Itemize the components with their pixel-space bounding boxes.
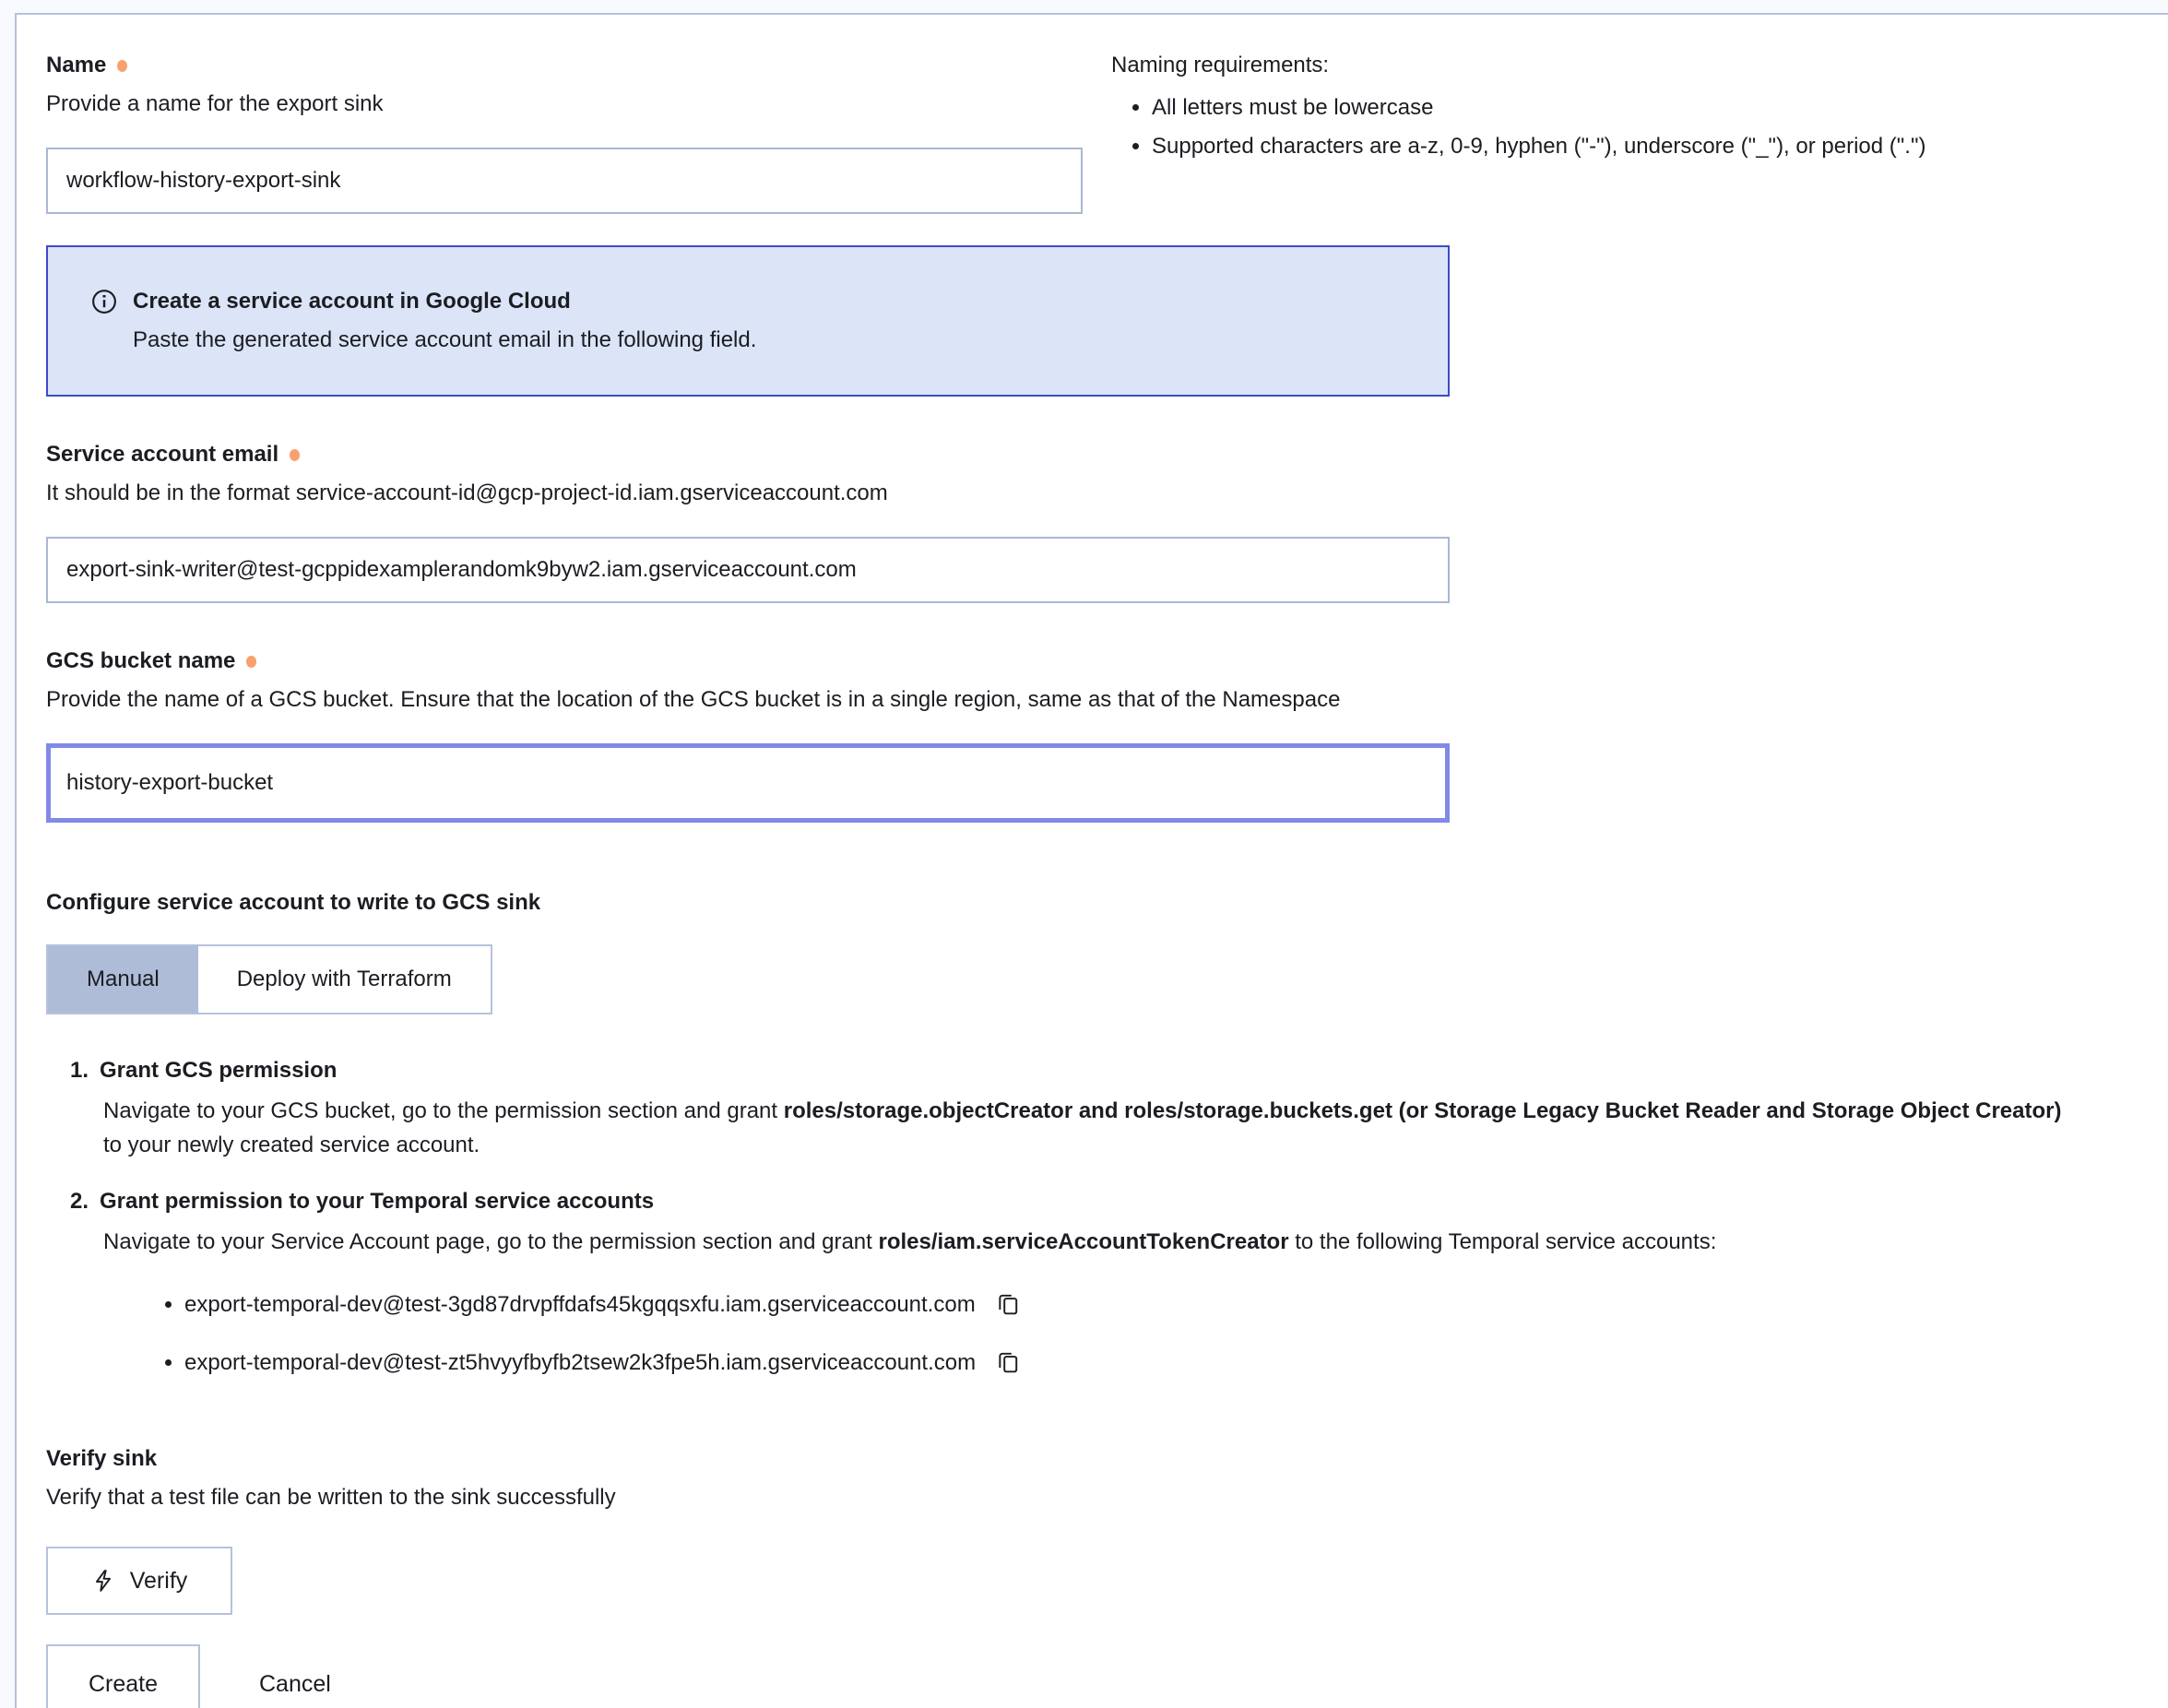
configure-section-title: Configure service account to write to GCS sink — [46, 890, 541, 915]
info-banner-title: Create a service account in Google Cloud — [133, 289, 571, 314]
name-description: Provide a name for the export sink — [46, 91, 384, 116]
sink-name-input[interactable] — [46, 148, 1083, 214]
service-account-description: It should be in the format service-account-id@gcp-project-id.iam.gserviceaccount.com — [46, 480, 888, 505]
temporal-account-list — [184, 1290, 2168, 1379]
required-dot — [117, 60, 127, 72]
form-panel — [15, 13, 2168, 1708]
naming-requirements-title: Naming requirements: — [1111, 53, 1330, 77]
step-body-bold: roles/storage.objectCreator and roles/storage.buckets.get (or Storage Legacy Bucket Reader and Storage Object Creator) — [783, 1098, 2062, 1123]
cancel-button[interactable]: Cancel — [259, 1670, 331, 1697]
form-actions — [46, 1644, 2168, 1708]
step-number: 2. — [70, 1189, 89, 1214]
service-account-label-text: Service account email — [46, 442, 279, 467]
service-account-section — [46, 439, 2168, 603]
temporal-account-email: export-temporal-dev@test-3gd87drvpffdafs45kgqqsxfu.iam.gserviceaccount.com — [184, 1292, 976, 1317]
copy-icon[interactable] — [996, 1348, 1020, 1379]
step-title-text: Grant permission to your Temporal service accounts — [100, 1189, 655, 1214]
name-label — [46, 50, 1083, 81]
step-title-text: Grant GCS permission — [100, 1058, 338, 1083]
step-body — [103, 1094, 2086, 1162]
info-banner — [46, 245, 1450, 397]
required-dot — [290, 449, 300, 461]
step-body-text: Navigate to your GCS bucket, go to the permission section and grant — [103, 1098, 784, 1123]
verify-section-description: Verify that a test file can be written to the sink successfully — [46, 1485, 616, 1510]
naming-requirements — [1111, 50, 2168, 214]
temporal-account-email: export-temporal-dev@test-zt5hvyyfbyfb2tsew2k3fpe5h.iam.gserviceaccount.com — [184, 1350, 977, 1375]
step-body-bold: roles/iam.serviceAccountTokenCreator — [878, 1229, 1289, 1254]
verify-section — [46, 1443, 2168, 1615]
naming-requirement-item: • All letters must be lowercase — [1152, 92, 2168, 124]
name-section — [46, 50, 2168, 214]
step-body-text: to the following Temporal service accounts: — [1288, 1229, 1717, 1254]
manual-steps — [46, 1055, 2168, 1379]
name-label-text: Name — [46, 53, 107, 77]
verify-button[interactable] — [46, 1547, 232, 1615]
configure-section — [46, 887, 2168, 1379]
bucket-section — [46, 646, 2168, 823]
service-account-email-input[interactable] — [46, 537, 1450, 603]
bucket-label — [46, 646, 2168, 677]
temporal-account-item — [184, 1348, 2168, 1379]
configure-tabs — [46, 944, 492, 1014]
tab-deploy-terraform[interactable]: Deploy with Terraform — [198, 946, 491, 1013]
step-number: 1. — [70, 1058, 89, 1083]
step-body — [103, 1225, 2086, 1259]
service-account-label — [46, 439, 2168, 470]
required-dot — [246, 656, 256, 668]
copy-icon[interactable] — [996, 1290, 1020, 1321]
lightning-bolt-icon — [91, 1568, 115, 1594]
naming-requirement-item: • Supported characters are a-z, 0-9, hyphen ("-"), underscore ("_"), or period (".") — [1152, 131, 2168, 162]
step-body-text: to your newly created service account. — [103, 1133, 480, 1157]
bucket-label-text: GCS bucket name — [46, 648, 236, 673]
tab-manual[interactable]: Manual — [48, 946, 198, 1013]
step-grant-gcs-permission — [46, 1055, 2168, 1162]
bucket-description: Provide the name of a GCS bucket. Ensure that the location of the GCS bucket is in a single region, same as that of the Namespace — [46, 687, 1341, 712]
info-banner-body: Paste the generated service account email in the following field. — [133, 327, 757, 352]
verify-section-title: Verify sink — [46, 1446, 158, 1471]
create-button[interactable]: Create — [46, 1644, 200, 1708]
step-body-text: Navigate to your Service Account page, go to the permission section and grant — [103, 1229, 879, 1254]
info-icon — [90, 288, 118, 315]
verify-button-label: Verify — [129, 1567, 188, 1594]
temporal-account-item — [184, 1290, 2168, 1321]
step-grant-temporal-permission — [46, 1186, 2168, 1259]
bucket-name-input[interactable] — [46, 743, 1450, 823]
